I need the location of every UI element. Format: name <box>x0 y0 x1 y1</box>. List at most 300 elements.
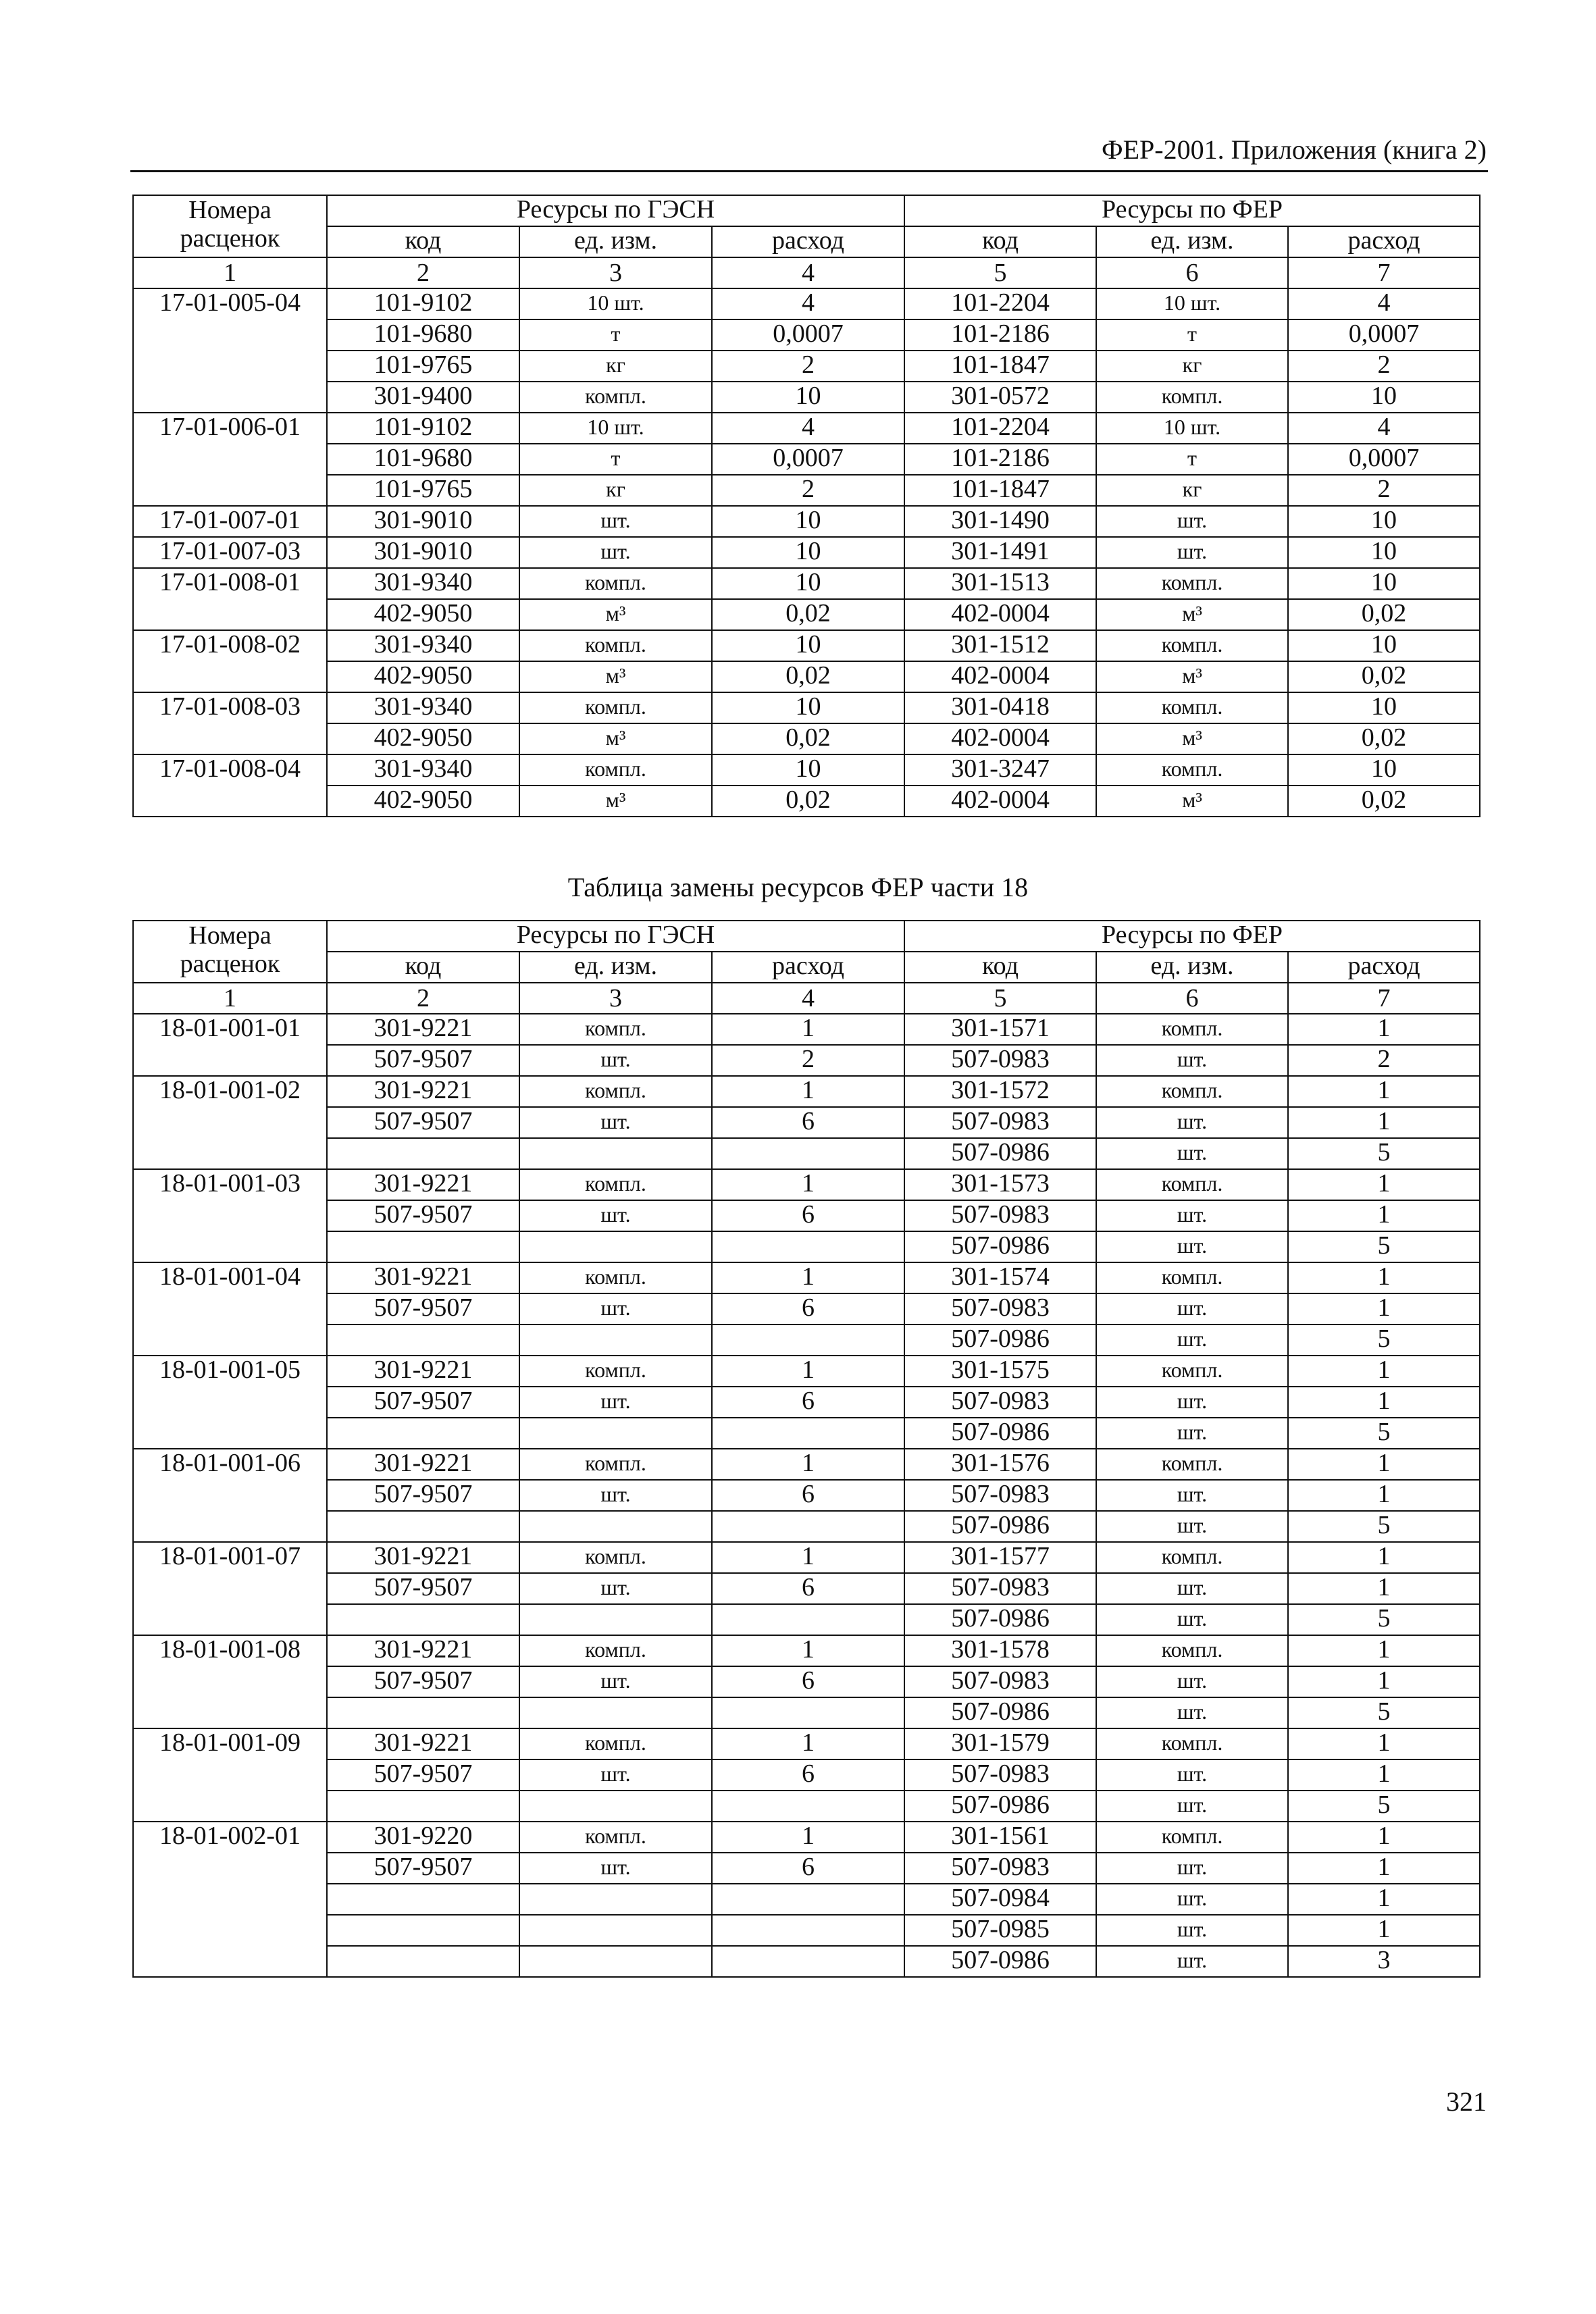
resource-table-part-18 <box>132 920 1481 1978</box>
gesn-code-cell: 301-9010 <box>327 537 519 568</box>
gesn-unit-cell: компл. <box>519 1356 712 1387</box>
fer-unit-cell: шт. <box>1096 1293 1288 1325</box>
table-row <box>133 1076 1480 1107</box>
gesn-consumption-cell: 6 <box>712 1387 904 1418</box>
gesn-code-cell: 507-9507 <box>327 1107 519 1138</box>
gesn-code-cell: 301-9221 <box>327 1635 519 1666</box>
fer-consumption-cell: 4 <box>1288 413 1480 444</box>
gesn-consumption-cell: 0,0007 <box>712 319 904 351</box>
gesn-unit-cell: шт. <box>519 1853 712 1884</box>
fer-consumption-cell: 0,02 <box>1288 661 1480 692</box>
gesn-consumption-cell: 6 <box>712 1759 904 1791</box>
fer-consumption-cell: 5 <box>1288 1511 1480 1542</box>
fer-consumption-cell: 0,02 <box>1288 599 1480 630</box>
table-row <box>133 382 1480 413</box>
gesn-consumption-cell: 1 <box>712 1542 904 1573</box>
fer-consumption-cell: 2 <box>1288 351 1480 382</box>
table-row <box>133 723 1480 754</box>
fer-code-cell: 507-0986 <box>904 1325 1096 1356</box>
fer-unit-cell: кг <box>1096 475 1288 506</box>
gesn-code-cell <box>327 1946 519 1977</box>
table-row <box>133 1573 1480 1604</box>
table-row <box>133 1418 1480 1449</box>
gesn-unit-cell: компл. <box>519 1542 712 1573</box>
fer-unit-cell: м³ <box>1096 786 1288 817</box>
gesn-consumption-cell: 10 <box>712 382 904 413</box>
fer-unit-cell: шт. <box>1096 1138 1288 1169</box>
header-gesn-group: Ресурсы по ГЭСН <box>327 195 904 226</box>
fer-code-cell: 301-1512 <box>904 630 1096 661</box>
gesn-code-cell <box>327 1138 519 1169</box>
column-number-cell: 4 <box>712 983 904 1014</box>
table-row <box>133 288 1480 319</box>
gesn-code-cell: 507-9507 <box>327 1666 519 1697</box>
table-row <box>133 1946 1480 1977</box>
fer-consumption-cell: 3 <box>1288 1946 1480 1977</box>
gesn-unit-cell: шт. <box>519 1293 712 1325</box>
gesn-code-cell: 301-9221 <box>327 1356 519 1387</box>
gesn-consumption-cell: 10 <box>712 537 904 568</box>
header-code-fer: код <box>904 226 1096 257</box>
gesn-consumption-cell: 4 <box>712 288 904 319</box>
gesn-consumption-cell: 2 <box>712 475 904 506</box>
fer-consumption-cell: 1 <box>1288 1728 1480 1759</box>
column-number-cell: 6 <box>1096 983 1288 1014</box>
gesn-unit-cell: м³ <box>519 786 712 817</box>
fer-code-cell: 507-0986 <box>904 1604 1096 1635</box>
header-unit-gesn: ед. изм. <box>519 952 712 983</box>
rate-number-cell: 18-01-001-02 <box>133 1076 327 1169</box>
gesn-unit-cell: шт. <box>519 1200 712 1231</box>
gesn-consumption-cell: 1 <box>712 1169 904 1200</box>
gesn-consumption-cell <box>712 1915 904 1946</box>
fer-code-cell: 402-0004 <box>904 599 1096 630</box>
gesn-unit-cell: компл. <box>519 1822 712 1853</box>
table-row <box>133 1014 1480 1045</box>
fer-code-cell: 507-0983 <box>904 1107 1096 1138</box>
fer-consumption-cell: 10 <box>1288 382 1480 413</box>
fer-code-cell: 101-1847 <box>904 475 1096 506</box>
fer-unit-cell: шт. <box>1096 1231 1288 1262</box>
gesn-unit-cell <box>519 1325 712 1356</box>
fer-consumption-cell: 2 <box>1288 1045 1480 1076</box>
table-row <box>133 537 1480 568</box>
gesn-code-cell: 301-9340 <box>327 568 519 599</box>
gesn-consumption-cell: 1 <box>712 1076 904 1107</box>
table-row <box>133 1200 1480 1231</box>
table-row <box>133 1231 1480 1262</box>
table-row <box>133 351 1480 382</box>
fer-code-cell: 507-0983 <box>904 1480 1096 1511</box>
header-rate-numbers: Номера расценок <box>133 195 327 257</box>
gesn-unit-cell: шт. <box>519 506 712 537</box>
table-row <box>133 1666 1480 1697</box>
fer-code-cell: 301-0418 <box>904 692 1096 723</box>
table-row <box>133 599 1480 630</box>
gesn-unit-cell <box>519 1946 712 1977</box>
table-row <box>133 475 1480 506</box>
fer-unit-cell: шт. <box>1096 1200 1288 1231</box>
column-number-cell: 3 <box>519 983 712 1014</box>
gesn-code-cell: 507-9507 <box>327 1293 519 1325</box>
fer-consumption-cell: 1 <box>1288 1293 1480 1325</box>
column-number-cell: 3 <box>519 257 712 288</box>
fer-consumption-cell: 10 <box>1288 754 1480 786</box>
fer-consumption-cell: 5 <box>1288 1325 1480 1356</box>
fer-unit-cell: компл. <box>1096 1262 1288 1293</box>
fer-unit-cell: шт. <box>1096 506 1288 537</box>
rate-number-cell: 18-01-001-07 <box>133 1542 327 1635</box>
fer-unit-cell: 10 шт. <box>1096 288 1288 319</box>
gesn-code-cell <box>327 1697 519 1728</box>
gesn-unit-cell: шт. <box>519 1759 712 1791</box>
gesn-code-cell: 301-9220 <box>327 1822 519 1853</box>
gesn-code-cell: 301-9221 <box>327 1262 519 1293</box>
gesn-consumption-cell: 10 <box>712 692 904 723</box>
gesn-code-cell: 101-9102 <box>327 288 519 319</box>
header-number-row <box>133 983 1480 1014</box>
fer-consumption-cell: 1 <box>1288 1915 1480 1946</box>
gesn-consumption-cell <box>712 1138 904 1169</box>
gesn-code-cell <box>327 1325 519 1356</box>
gesn-unit-cell: компл. <box>519 382 712 413</box>
gesn-unit-cell <box>519 1915 712 1946</box>
fer-unit-cell: м³ <box>1096 723 1288 754</box>
fer-consumption-cell: 1 <box>1288 1822 1480 1853</box>
column-number-cell: 6 <box>1096 257 1288 288</box>
fer-code-cell: 507-0986 <box>904 1791 1096 1822</box>
fer-consumption-cell: 1 <box>1288 1169 1480 1200</box>
gesn-code-cell <box>327 1791 519 1822</box>
table-row <box>133 1356 1480 1387</box>
fer-consumption-cell: 1 <box>1288 1542 1480 1573</box>
header-row <box>133 195 1480 226</box>
gesn-consumption-cell: 0,02 <box>712 723 904 754</box>
gesn-consumption-cell: 1 <box>712 1728 904 1759</box>
gesn-unit-cell: шт. <box>519 1387 712 1418</box>
table-row <box>133 630 1480 661</box>
gesn-unit-cell <box>519 1697 712 1728</box>
fer-consumption-cell: 1 <box>1288 1666 1480 1697</box>
gesn-code-cell: 507-9507 <box>327 1480 519 1511</box>
running-header: ФЕР-2001. Приложения (книга 2) <box>1102 134 1487 165</box>
fer-code-cell: 507-0986 <box>904 1231 1096 1262</box>
fer-unit-cell: шт. <box>1096 1791 1288 1822</box>
table-row <box>133 1138 1480 1169</box>
rate-number-cell: 18-01-001-09 <box>133 1728 327 1822</box>
gesn-code-cell: 402-9050 <box>327 661 519 692</box>
header-number-row <box>133 257 1480 288</box>
table-row <box>133 568 1480 599</box>
fer-consumption-cell: 5 <box>1288 1604 1480 1635</box>
table-row <box>133 413 1480 444</box>
gesn-unit-cell: компл. <box>519 568 712 599</box>
gesn-code-cell: 301-9340 <box>327 692 519 723</box>
column-number-cell: 2 <box>327 257 519 288</box>
rate-number-cell: 17-01-008-02 <box>133 630 327 692</box>
fer-code-cell: 507-0983 <box>904 1666 1096 1697</box>
table-row <box>133 754 1480 786</box>
table-row <box>133 506 1480 537</box>
header-fer-group: Ресурсы по ФЕР <box>904 921 1480 952</box>
rate-number-cell: 18-01-001-08 <box>133 1635 327 1728</box>
rate-number-cell: 17-01-008-03 <box>133 692 327 754</box>
fer-code-cell: 301-1513 <box>904 568 1096 599</box>
gesn-consumption-cell <box>712 1946 904 1977</box>
fer-unit-cell: шт. <box>1096 1759 1288 1791</box>
fer-consumption-cell: 10 <box>1288 506 1480 537</box>
fer-consumption-cell: 10 <box>1288 568 1480 599</box>
header-unit-gesn: ед. изм. <box>519 226 712 257</box>
fer-consumption-cell: 0,0007 <box>1288 444 1480 475</box>
fer-unit-cell: компл. <box>1096 1356 1288 1387</box>
fer-unit-cell: кг <box>1096 351 1288 382</box>
fer-consumption-cell: 10 <box>1288 692 1480 723</box>
gesn-code-cell: 507-9507 <box>327 1853 519 1884</box>
gesn-consumption-cell: 2 <box>712 351 904 382</box>
fer-code-cell: 301-1577 <box>904 1542 1096 1573</box>
fer-unit-cell: шт. <box>1096 1604 1288 1635</box>
fer-unit-cell: компл. <box>1096 1635 1288 1666</box>
gesn-code-cell <box>327 1511 519 1542</box>
gesn-consumption-cell: 1 <box>712 1356 904 1387</box>
table-row <box>133 1884 1480 1915</box>
header-gesn-group: Ресурсы по ГЭСН <box>327 921 904 952</box>
fer-unit-cell: 10 шт. <box>1096 413 1288 444</box>
fer-consumption-cell: 1 <box>1288 1480 1480 1511</box>
gesn-consumption-cell: 0,02 <box>712 661 904 692</box>
fer-unit-cell: шт. <box>1096 1045 1288 1076</box>
gesn-unit-cell <box>519 1231 712 1262</box>
gesn-unit-cell: м³ <box>519 723 712 754</box>
header-code-gesn: код <box>327 952 519 983</box>
fer-unit-cell: м³ <box>1096 599 1288 630</box>
fer-consumption-cell: 5 <box>1288 1231 1480 1262</box>
table-row <box>133 1045 1480 1076</box>
fer-unit-cell: т <box>1096 444 1288 475</box>
rate-number-cell: 17-01-007-01 <box>133 506 327 537</box>
gesn-code-cell: 101-9680 <box>327 319 519 351</box>
fer-unit-cell: шт. <box>1096 1418 1288 1449</box>
column-number-cell: 7 <box>1288 257 1480 288</box>
gesn-unit-cell: компл. <box>519 1262 712 1293</box>
gesn-consumption-cell: 1 <box>712 1014 904 1045</box>
gesn-unit-cell: компл. <box>519 692 712 723</box>
fer-consumption-cell: 1 <box>1288 1356 1480 1387</box>
table-row <box>133 1511 1480 1542</box>
fer-code-cell: 507-0986 <box>904 1138 1096 1169</box>
fer-code-cell: 301-1578 <box>904 1635 1096 1666</box>
table-row <box>133 1791 1480 1822</box>
gesn-consumption-cell <box>712 1418 904 1449</box>
header-consumption-gesn: расход <box>712 226 904 257</box>
gesn-code-cell: 101-9765 <box>327 475 519 506</box>
fer-code-cell: 101-1847 <box>904 351 1096 382</box>
gesn-consumption-cell: 0,02 <box>712 599 904 630</box>
header-subrow <box>133 226 1480 257</box>
gesn-consumption-cell: 6 <box>712 1573 904 1604</box>
fer-consumption-cell: 1 <box>1288 1449 1480 1480</box>
gesn-consumption-cell <box>712 1325 904 1356</box>
table-row <box>133 1604 1480 1635</box>
gesn-unit-cell: компл. <box>519 1728 712 1759</box>
header-consumption-gesn: расход <box>712 952 904 983</box>
table-title: Таблица замены ресурсов ФЕР части 18 <box>567 872 1029 902</box>
fer-consumption-cell: 4 <box>1288 288 1480 319</box>
fer-unit-cell: компл. <box>1096 1822 1288 1853</box>
header-row <box>133 921 1480 952</box>
fer-code-cell: 507-0983 <box>904 1200 1096 1231</box>
fer-code-cell: 507-0984 <box>904 1884 1096 1915</box>
gesn-unit-cell: шт. <box>519 1666 712 1697</box>
fer-code-cell: 301-1573 <box>904 1169 1096 1200</box>
gesn-unit-cell <box>519 1791 712 1822</box>
gesn-unit-cell <box>519 1418 712 1449</box>
fer-consumption-cell: 1 <box>1288 1884 1480 1915</box>
gesn-code-cell: 301-9010 <box>327 506 519 537</box>
gesn-unit-cell: м³ <box>519 599 712 630</box>
gesn-code-cell: 301-9221 <box>327 1728 519 1759</box>
fer-code-cell: 402-0004 <box>904 661 1096 692</box>
table-row <box>133 1169 1480 1200</box>
gesn-consumption-cell <box>712 1604 904 1635</box>
gesn-unit-cell <box>519 1138 712 1169</box>
fer-code-cell: 507-0983 <box>904 1573 1096 1604</box>
fer-consumption-cell: 0,02 <box>1288 723 1480 754</box>
gesn-consumption-cell: 4 <box>712 413 904 444</box>
column-number-cell: 1 <box>133 983 327 1014</box>
fer-unit-cell: м³ <box>1096 661 1288 692</box>
gesn-unit-cell <box>519 1604 712 1635</box>
gesn-code-cell: 402-9050 <box>327 723 519 754</box>
fer-code-cell: 402-0004 <box>904 723 1096 754</box>
table-row <box>133 1325 1480 1356</box>
gesn-consumption-cell: 1 <box>712 1262 904 1293</box>
fer-unit-cell: шт. <box>1096 1666 1288 1697</box>
fer-code-cell: 507-0985 <box>904 1915 1096 1946</box>
gesn-consumption-cell: 6 <box>712 1853 904 1884</box>
gesn-code-cell <box>327 1915 519 1946</box>
gesn-consumption-cell: 10 <box>712 506 904 537</box>
gesn-consumption-cell: 1 <box>712 1635 904 1666</box>
table-row <box>133 1697 1480 1728</box>
gesn-consumption-cell: 6 <box>712 1200 904 1231</box>
gesn-unit-cell: компл. <box>519 1014 712 1045</box>
gesn-unit-cell: шт. <box>519 1045 712 1076</box>
header-rule <box>130 170 1488 172</box>
gesn-unit-cell: шт. <box>519 537 712 568</box>
fer-code-cell: 101-2204 <box>904 288 1096 319</box>
fer-unit-cell: компл. <box>1096 1728 1288 1759</box>
gesn-code-cell: 301-9221 <box>327 1076 519 1107</box>
fer-consumption-cell: 1 <box>1288 1759 1480 1791</box>
fer-unit-cell: компл. <box>1096 1169 1288 1200</box>
fer-consumption-cell: 0,02 <box>1288 786 1480 817</box>
fer-unit-cell: компл. <box>1096 568 1288 599</box>
gesn-code-cell: 402-9050 <box>327 786 519 817</box>
fer-code-cell: 301-1574 <box>904 1262 1096 1293</box>
rate-number-cell: 18-01-001-01 <box>133 1014 327 1076</box>
gesn-consumption-cell: 6 <box>712 1666 904 1697</box>
rate-number-cell: 17-01-007-03 <box>133 537 327 568</box>
fer-unit-cell: компл. <box>1096 1014 1288 1045</box>
fer-code-cell: 507-0986 <box>904 1511 1096 1542</box>
table-row <box>133 1293 1480 1325</box>
fer-code-cell: 301-1576 <box>904 1449 1096 1480</box>
header-code-fer: код <box>904 952 1096 983</box>
fer-unit-cell: компл. <box>1096 630 1288 661</box>
rate-number-cell: 18-01-001-04 <box>133 1262 327 1356</box>
page-number: 321 <box>1446 2086 1487 2117</box>
fer-consumption-cell: 5 <box>1288 1697 1480 1728</box>
fer-code-cell: 301-1491 <box>904 537 1096 568</box>
table-row <box>133 692 1480 723</box>
table-row <box>133 1635 1480 1666</box>
table-row <box>133 319 1480 351</box>
table-row <box>133 1822 1480 1853</box>
header-rate-numbers: Номера расценок <box>133 921 327 983</box>
fer-unit-cell: шт. <box>1096 1573 1288 1604</box>
rate-number-cell: 17-01-005-04 <box>133 288 327 413</box>
gesn-consumption-cell <box>712 1511 904 1542</box>
table-row <box>133 1853 1480 1884</box>
fer-code-cell: 101-2186 <box>904 319 1096 351</box>
fer-code-cell: 507-0983 <box>904 1045 1096 1076</box>
gesn-consumption-cell: 10 <box>712 630 904 661</box>
rate-number-cell: 17-01-008-04 <box>133 754 327 817</box>
rate-number-cell: 18-01-001-03 <box>133 1169 327 1262</box>
gesn-unit-cell: шт. <box>519 1107 712 1138</box>
gesn-consumption-cell: 10 <box>712 568 904 599</box>
rate-number-cell: 17-01-008-01 <box>133 568 327 630</box>
fer-unit-cell: т <box>1096 319 1288 351</box>
fer-unit-cell: шт. <box>1096 1697 1288 1728</box>
gesn-code-cell: 507-9507 <box>327 1573 519 1604</box>
fer-consumption-cell: 5 <box>1288 1791 1480 1822</box>
gesn-code-cell: 301-9221 <box>327 1449 519 1480</box>
fer-unit-cell: шт. <box>1096 1387 1288 1418</box>
gesn-consumption-cell: 1 <box>712 1449 904 1480</box>
fer-code-cell: 507-0983 <box>904 1759 1096 1791</box>
gesn-code-cell: 507-9507 <box>327 1045 519 1076</box>
gesn-consumption-cell: 6 <box>712 1293 904 1325</box>
gesn-unit-cell: т <box>519 319 712 351</box>
rate-number-cell: 18-01-002-01 <box>133 1822 327 1977</box>
fer-unit-cell: шт. <box>1096 1946 1288 1977</box>
resource-table-part-17 <box>132 195 1481 817</box>
gesn-unit-cell: т <box>519 444 712 475</box>
fer-consumption-cell: 2 <box>1288 475 1480 506</box>
fer-consumption-cell: 1 <box>1288 1200 1480 1231</box>
gesn-unit-cell: компл. <box>519 1635 712 1666</box>
fer-code-cell: 402-0004 <box>904 786 1096 817</box>
fer-consumption-cell: 1 <box>1288 1573 1480 1604</box>
gesn-unit-cell: м³ <box>519 661 712 692</box>
gesn-consumption-cell: 2 <box>712 1045 904 1076</box>
header-fer-group: Ресурсы по ФЕР <box>904 195 1480 226</box>
table-row <box>133 1107 1480 1138</box>
gesn-code-cell: 301-9221 <box>327 1169 519 1200</box>
gesn-code-cell <box>327 1604 519 1635</box>
column-number-cell: 5 <box>904 983 1096 1014</box>
table-row <box>133 1728 1480 1759</box>
fer-code-cell: 507-0986 <box>904 1946 1096 1977</box>
column-number-cell: 7 <box>1288 983 1480 1014</box>
fer-code-cell: 301-1575 <box>904 1356 1096 1387</box>
gesn-unit-cell: компл. <box>519 1076 712 1107</box>
table-row <box>133 444 1480 475</box>
fer-code-cell: 101-2204 <box>904 413 1096 444</box>
